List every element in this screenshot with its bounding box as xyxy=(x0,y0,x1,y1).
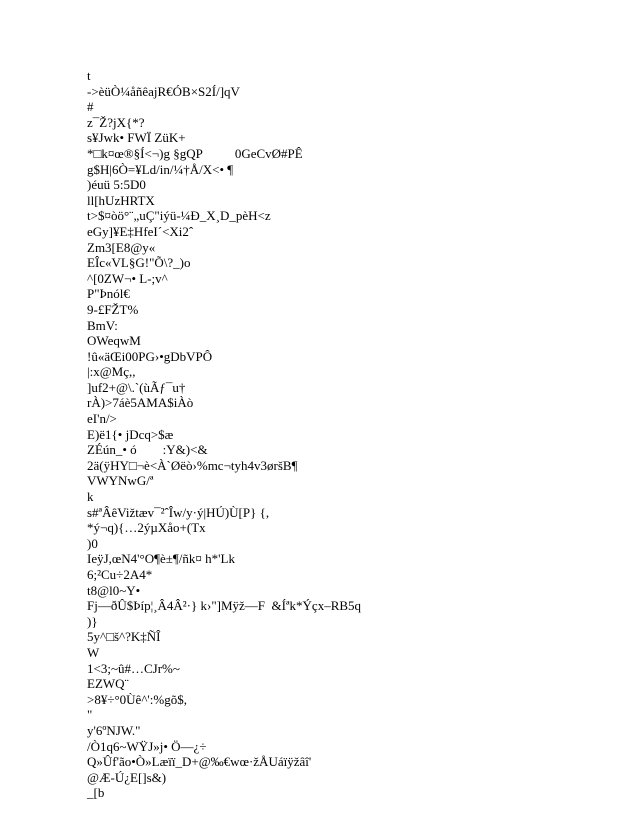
text-line: t8@l0~Y• xyxy=(87,582,141,598)
text-line: _[b xyxy=(87,785,105,801)
text-line: ll[hUzHRTX xyxy=(87,192,155,208)
text-line: )0 xyxy=(87,535,98,551)
text-line: )éuü 5:5D0 xyxy=(87,177,146,193)
text-line: 2ä(ÿHY□¬è<À`Øëò›%mc¬tyh4v3øršB¶ xyxy=(87,457,298,473)
text-line: Fj—ðÛ$Þíp¦¸Â4Â²·} k›"]Mÿž—F &Íªk*Ýçx–RB5q xyxy=(87,598,362,614)
text-line: 9-£FŽT% xyxy=(87,301,139,317)
text-line: ->èüÒ¼åñêajR€ÓB×S2Í/]qV xyxy=(87,83,240,99)
text-line: Q»Ûf'ão•Ò»Læïï_D+@‰€wœ·žÅUáïÿžâî' xyxy=(87,754,312,770)
text-line: @Æ-Ú¿E[]s&) xyxy=(87,769,167,785)
text-line: |:x@Mç,, xyxy=(87,364,136,380)
text-line: *□k¤œ®§Í<¬)g §gQP 0GeCvØ#PÊ xyxy=(87,145,303,161)
text-line: t xyxy=(87,68,91,83)
text-line: " xyxy=(87,707,93,723)
text-line: 6;²Cu÷2A4* xyxy=(87,567,153,582)
text-line: !û«äŒi00PG›•gDbVPÔ xyxy=(87,348,213,364)
text-line: VWYNwG/ª xyxy=(87,473,154,489)
text-line: IeÿJ,œN4'°O¶è±¶/ñk¤ h*'Lk xyxy=(87,551,235,567)
text-line: BmV: xyxy=(87,317,118,333)
document-text xyxy=(87,68,361,801)
text-line: eGy]¥E‡HfeI´<Xi2ˆ xyxy=(87,223,194,239)
text-line: 5y^□š^?K‡ÑÎ xyxy=(87,629,161,645)
text-line: g$H|6Ò=¥Ld/in/¼†Å/X<• ¶ xyxy=(87,161,234,177)
text-line: W xyxy=(87,644,100,660)
text-line: *ý¬q){…2ýµXåo+(Tx xyxy=(87,520,206,536)
text-line: EÎc«VL§G!"Õ\?_)o xyxy=(87,255,191,271)
text-line: ^[0ZW¬• L-;v^ xyxy=(87,270,168,286)
text-line: >8¥÷°0Ùê^':%gõ$, xyxy=(87,691,187,707)
text-line: s#ªÂêVižtæv¯²ˆÎw/y·ý|HÚ)Ù[P} {, xyxy=(87,504,270,520)
text-line: E)ë1{• jDcq>$æ xyxy=(87,426,174,442)
text-line: y'6ºNJW." xyxy=(87,722,141,738)
text-line: EZWQ¨ xyxy=(87,676,129,692)
text-line: OWeqwM xyxy=(87,333,141,349)
text-line: s¥Jwk• FWÏ ZüK+ xyxy=(87,130,186,146)
text-line: ZÉún_• ó :Y&)<& xyxy=(87,442,208,458)
text-line: z¯Ž?jX{*? xyxy=(87,114,145,130)
text-line: rÀ)>7áè5AMA$iÀò xyxy=(87,395,194,411)
text-line: ]uf2+@\.`(ùÃƒ¯u† xyxy=(87,379,186,395)
text-line: /Ò1q6~WŸJ»j• Ö—¿÷ xyxy=(87,738,207,754)
text-line: eI'n/> xyxy=(87,411,117,427)
text-line: t>$¤òö°¨„uÇ"iýü-¼Ð_X¸D_pèH<z xyxy=(87,208,271,224)
text-line: k xyxy=(87,489,94,505)
text-line: )} xyxy=(87,613,98,629)
text-line: Zm3[E8@y« xyxy=(87,239,156,255)
text-line: P"Þnól€ xyxy=(87,286,130,302)
text-line: 1<3;~û#…CJr%~ xyxy=(87,660,180,676)
text-line: # xyxy=(87,99,94,115)
